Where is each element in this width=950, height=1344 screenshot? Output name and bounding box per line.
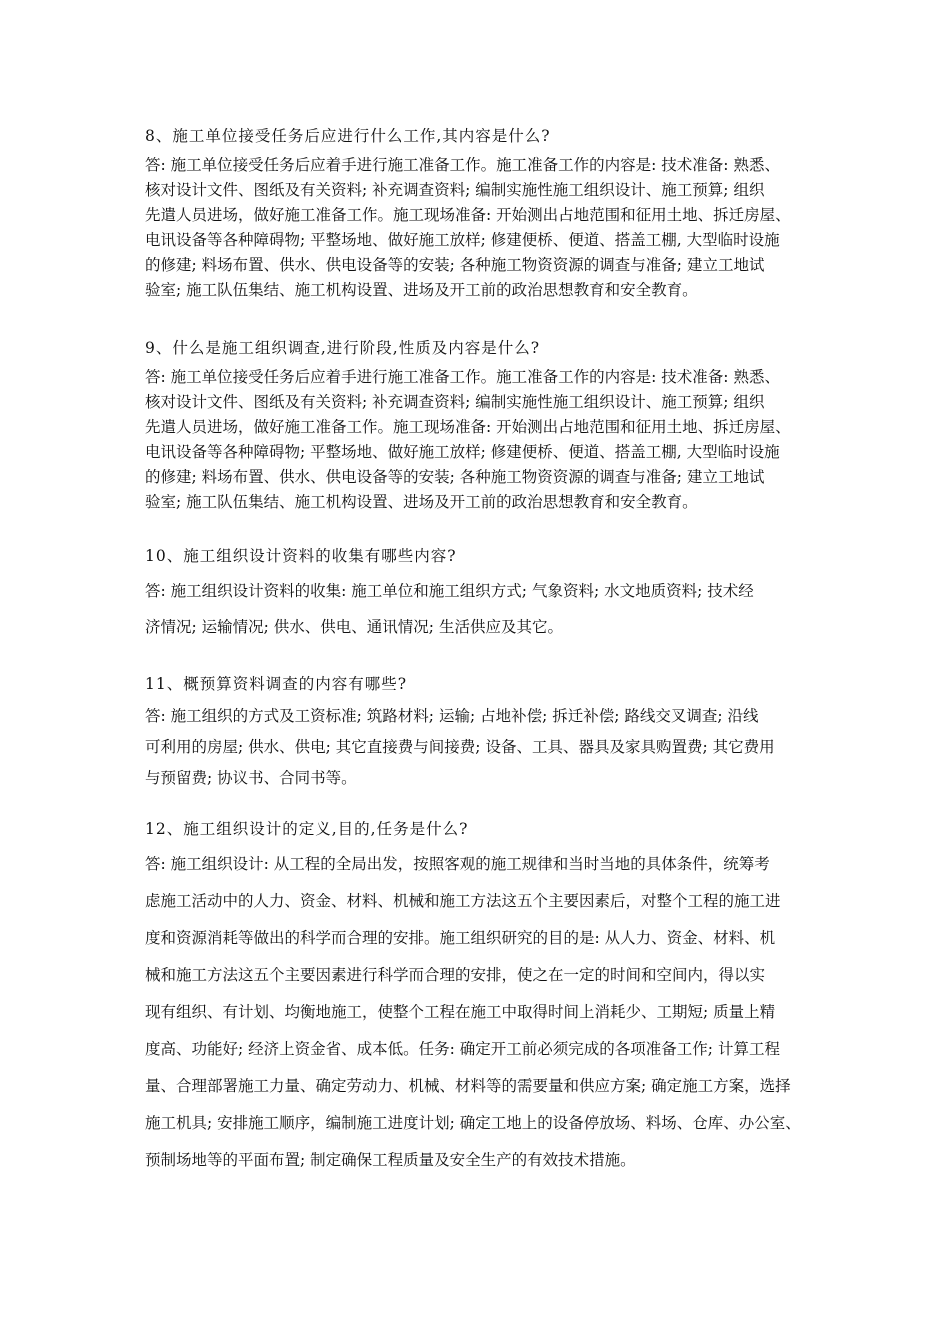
answer-line: 度和资源消耗等做出的科学而合理的安排。施工组织研究的目的是: 从人力、资金、材料、机 (145, 929, 776, 947)
answer-line: 答: 施工单位接受任务后应着手进行施工准备工作。施工准备工作的内容是: 技术准备: 熟悉、 (145, 368, 780, 386)
answer-paragraph (145, 846, 817, 1179)
question-heading: 10、施工组织设计资料的收集有哪些内容? (145, 547, 457, 565)
answer-line: 预制场地等的平面布置; 制定确保工程质量及安全生产的有效技术措施。 (145, 1151, 636, 1169)
answer-line: 答: 施工组织设计: 从工程的全局出发，按照客观的施工规律和当时当地的具体条件，统筹考 (145, 855, 770, 873)
answer-line: 核对设计文件、图纸及有关资料; 补充调查资料; 编制实施性施工组织设计、施工预算; 组织 (145, 181, 765, 199)
answer-line: 验室; 施工队伍集结、施工机构设置、进场及开工前的政治思想教育和安全教育。 (145, 281, 698, 299)
answer-line: 答: 施工组织的方式及工资标准; 筑路材料; 运输; 占地补偿; 拆迁补偿; 路线交叉调查; 沿线 (145, 707, 759, 725)
answer-line: 度高、功能好; 经济上资金省、成本低。任务: 确定开工前必须完成的各项准备工作; 计算工程 (145, 1040, 780, 1058)
answer-line: 核对设计文件、图纸及有关资料; 补充调查资料; 编制实施性施工组织设计、施工预算; 组织 (145, 393, 765, 411)
answer-line: 施工机具; 安排施工顺序，编制施工进度计划; 确定工地上的设备停放场、料场、仓库、办公室、 (145, 1114, 801, 1132)
answer-line: 可利用的房屋; 供水、供电; 其它直接费与间接费; 设备、工具、器具及家具购置费; 其它费用 (145, 738, 775, 756)
section-11 (145, 673, 817, 794)
answer-line: 电讯设备等各种障碍物; 平整场地、做好施工放样; 修建便桥、便道、搭盖工棚, 大型临时设施 (145, 443, 780, 461)
question-heading: 8、施工单位接受任务后应进行什么工作,其内容是什么? (145, 127, 551, 145)
answer-paragraph (145, 701, 817, 794)
answer-line: 现有组织、有计划、均衡地施工，使整个工程在施工中取得时间上消耗少、工期短; 质量上精 (145, 1003, 776, 1021)
answer-line: 量、合理部署施工力量、确定劳动力、机械、材料等的需要量和供应方案; 确定施工方案，选择 (145, 1077, 791, 1095)
answer-line: 济情况; 运输情况; 供水、供电、通讯情况; 生活供应及其它。 (145, 618, 563, 636)
question-heading: 11、概预算资料调查的内容有哪些? (145, 675, 408, 693)
answer-line: 械和施工方法这五个主要因素进行科学而合理的安排，使之在一定的时间和空间内，得以实 (145, 966, 766, 984)
answer-paragraph (145, 365, 817, 515)
answer-line: 的修建; 料场布置、供水、供电设备等的安装; 各种施工物资资源的调查与准备; 建立工地试 (145, 256, 765, 274)
answer-line: 答: 施工组织设计资料的收集: 施工单位和施工组织方式; 气象资料; 水文地质资料; 技术经 (145, 582, 754, 600)
section-9 (145, 337, 817, 515)
section-10 (145, 545, 817, 645)
question-heading: 9、什么是施工组织调查,进行阶段,性质及内容是什么? (145, 339, 541, 357)
answer-line: 验室; 施工队伍集结、施工机构设置、进场及开工前的政治思想教育和安全教育。 (145, 493, 698, 511)
question-heading: 12、施工组织设计的定义,目的,任务是什么? (145, 820, 469, 838)
answer-paragraph (145, 573, 817, 645)
answer-line: 电讯设备等各种障碍物; 平整场地、做好施工放样; 修建便桥、便道、搭盖工棚, 大型临时设施 (145, 231, 780, 249)
answer-line: 的修建; 料场布置、供水、供电设备等的安装; 各种施工物资资源的调查与准备; 建立工地试 (145, 468, 765, 486)
answer-paragraph (145, 153, 817, 303)
section-8 (145, 125, 817, 303)
answer-line: 先遣人员进场，做好施工准备工作。施工现场准备: 开始测出占地范围和征用土地、拆迁房屋、 (145, 206, 791, 224)
section-12 (145, 818, 817, 1179)
answer-line: 与预留费; 协议书、合同书等。 (145, 769, 357, 787)
answer-line: 答: 施工单位接受任务后应着手进行施工准备工作。施工准备工作的内容是: 技术准备: 熟悉、 (145, 156, 780, 174)
answer-line: 虑施工活动中的人力、资金、材料、机械和施工方法这五个主要因素后，对整个工程的施工进 (145, 892, 781, 910)
answer-line: 先遣人员进场，做好施工准备工作。施工现场准备: 开始测出占地范围和征用土地、拆迁房屋、 (145, 418, 791, 436)
